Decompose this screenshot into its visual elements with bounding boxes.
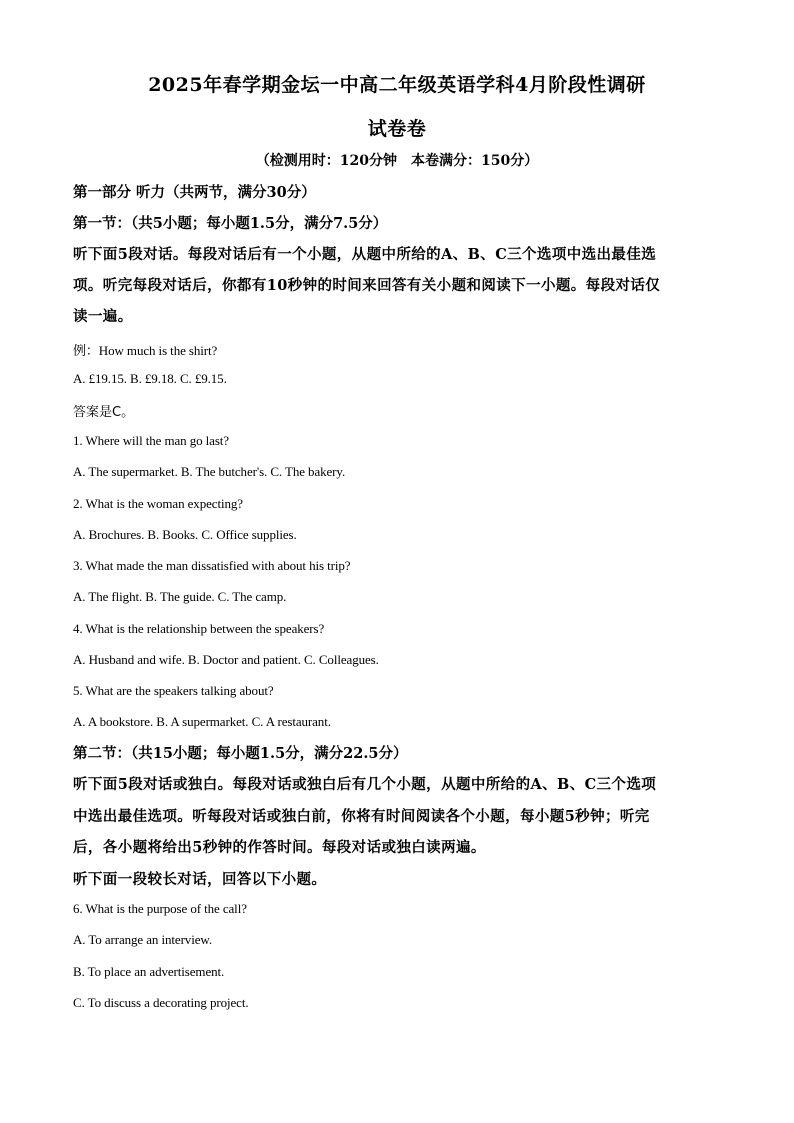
example-answer: 答案是C。 (73, 405, 135, 420)
question-3-options: A. The flight. B. The guide. C. The camp. (73, 589, 287, 604)
question-6-option-b: B. To place an advertisement. (73, 964, 225, 979)
exam-info: （检测用时：120分钟 本卷满分：150分） (255, 153, 539, 169)
example-options: A. £19.15. B. £9.18. C. £9.15. (73, 371, 227, 386)
question-4: 4. What is the relationship between the speakers? (73, 621, 325, 636)
example-question: 例：How much is the shirt? (73, 343, 218, 358)
question-3: 3. What made the man dissatisfied with about his trip? (73, 558, 351, 573)
section1-instruction-line: 项。听完每段对话后，你都有10秒钟的时间来回答有关小题和阅读下一小题。每段对话仅 (73, 277, 661, 294)
exam-title: 2025年春学期金坛一中高二年级英语学科4月阶段性调研 (148, 74, 646, 96)
section1-instruction-line: 读一遍。 (73, 308, 133, 325)
section2-heading: 第二节：（共15小题；每小题1.5分，满分22.5分） (73, 745, 408, 762)
part1-heading: 第一部分 听力（共两节，满分30分） (73, 184, 316, 201)
question-5-options: A. A bookstore. B. A supermarket. C. A restaurant. (73, 714, 331, 729)
section1-heading: 第一节：（共5小题；每小题1.5分，满分7.5分） (73, 215, 388, 232)
question-1-options: A. The supermarket. B. The butcher's. C. The bakery. (73, 464, 346, 479)
question-6-option-c: C. To discuss a decorating project. (73, 995, 249, 1010)
section1-instruction-line: 听下面5段对话。每段对话后有一个小题，从题中所给的A、B、C三个选项中选出最佳选 (73, 246, 657, 263)
question-2: 2. What is the woman expecting? (73, 496, 243, 511)
question-2-options: A. Brochures. B. Books. C. Office supplies. (73, 527, 297, 542)
question-6-option-a: A. To arrange an interview. (73, 932, 212, 947)
question-6: 6. What is the purpose of the call? (73, 901, 247, 916)
section2-lead: 听下面一段较长对话，回答以下小题。 (73, 871, 327, 888)
question-4-options: A. Husband and wife. B. Doctor and patient. C. Colleagues. (73, 652, 379, 667)
exam-subtitle: 试卷卷 (367, 118, 427, 140)
section2-instruction-line: 中选出最佳选项。听每段对话或独白前，你将有时间阅读各个小题，每小题5秒钟；听完 (73, 808, 650, 825)
question-5: 5. What are the speakers talking about? (73, 683, 274, 698)
section2-instruction-line: 后，各小题将给出5秒钟的作答时间。每段对话或独白读两遍。 (73, 839, 486, 856)
section2-instruction-line: 听下面5段对话或独白。每段对话或独白后有几个小题，从题中所给的A、B、C三个选项 (73, 776, 657, 793)
question-1: 1. Where will the man go last? (73, 433, 229, 448)
